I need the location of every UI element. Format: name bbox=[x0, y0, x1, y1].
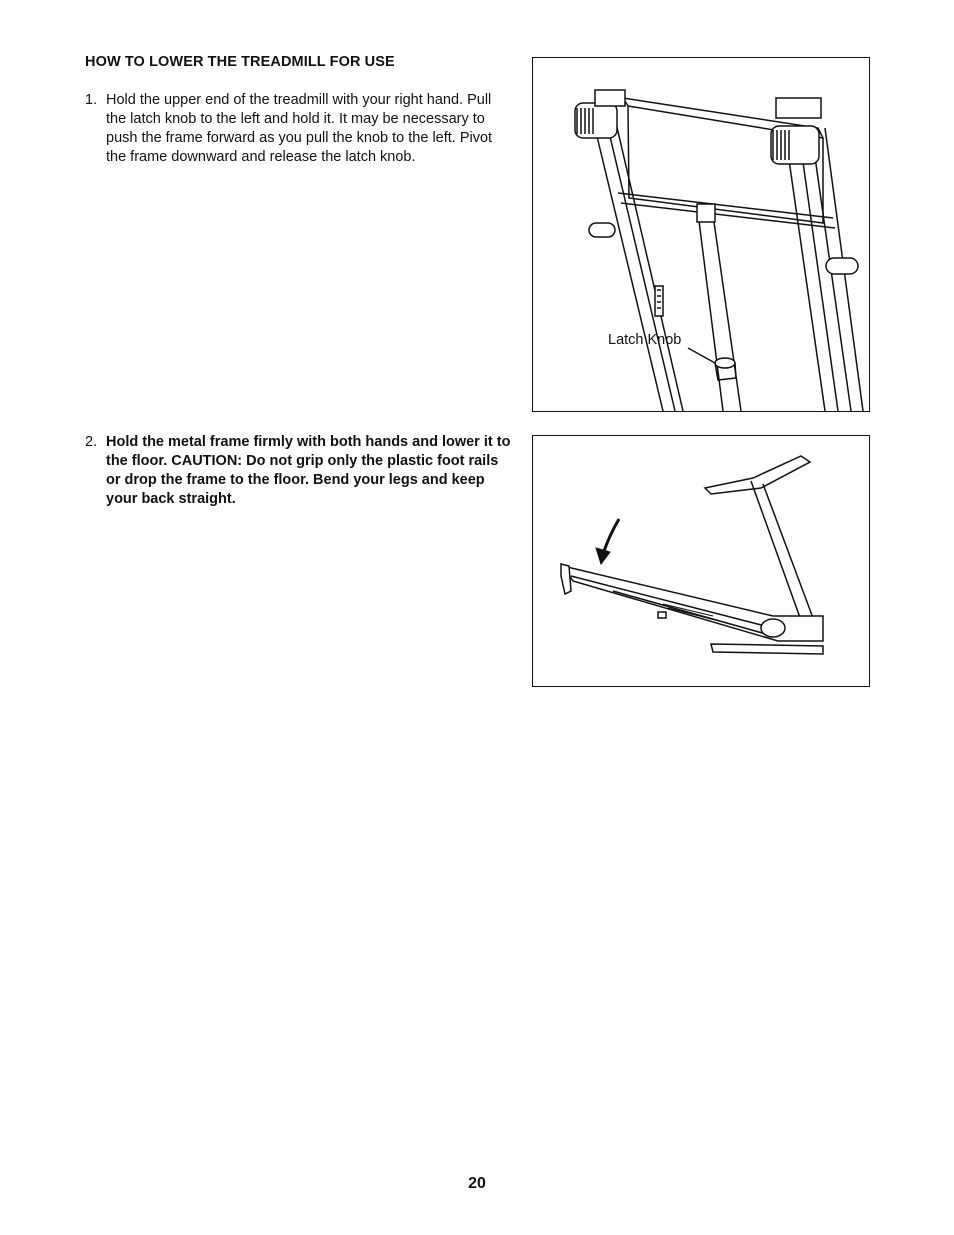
latch-knob-label: Latch Knob bbox=[608, 332, 682, 348]
treadmill-upright-illustration bbox=[533, 58, 869, 411]
down-arrow-icon bbox=[603, 519, 619, 554]
step-text: Hold the upper end of the treadmill with your right hand. Pull the latch knob to the left and hold it. It may be necessary to push the frame forward as you pull the knob to the left. Pivot the frame downward and release the latch knob. bbox=[106, 92, 493, 165]
step-number: 2. bbox=[85, 434, 98, 450]
section-title: HOW TO LOWER THE TREADMILL FOR USE bbox=[85, 54, 395, 70]
step-text: Hold the metal frame firmly with both hands and lower it to the floor. CAUTION: Do not grip only the plastic foot rails or drop the frame to the floor. Bend your legs and keep your back straight. bbox=[106, 434, 511, 507]
step-number: 1. bbox=[85, 92, 98, 108]
treadmill-lowering-illustration bbox=[533, 436, 869, 686]
arrow-head-icon bbox=[596, 548, 610, 564]
figure-latch-knob bbox=[532, 57, 870, 412]
page-number: 20 bbox=[468, 1175, 486, 1192]
figure-lower-frame bbox=[532, 435, 870, 687]
